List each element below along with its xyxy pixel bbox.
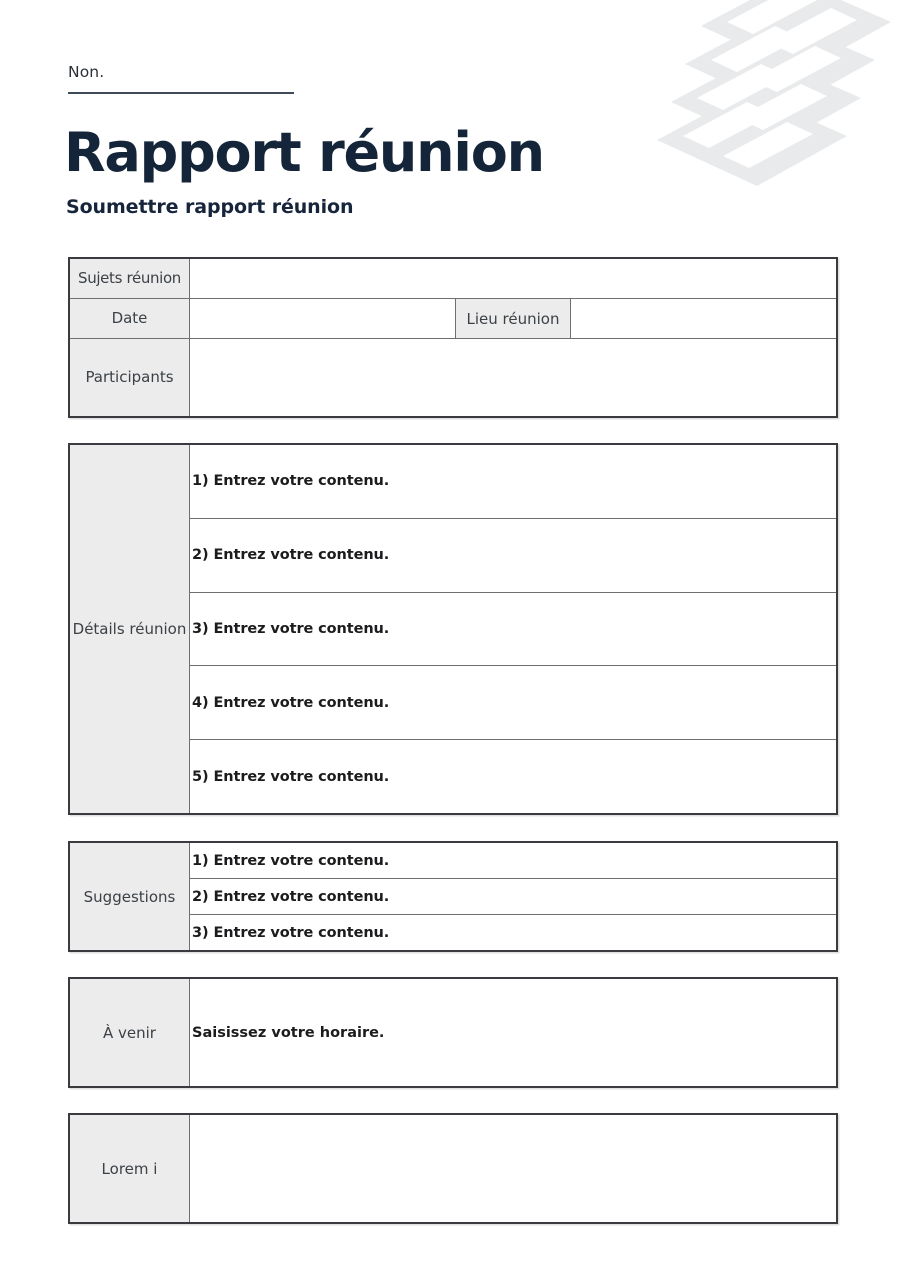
document-reference-label: Non. [68,63,105,81]
table-row-participants [70,339,836,416]
details-label: Détails réunion [70,445,190,813]
table-row-date-location [70,299,836,339]
meeting-details-table [68,443,838,815]
table-row-subject [70,259,836,299]
notes-value-field[interactable] [190,1115,836,1222]
location-value-field[interactable] [571,299,836,338]
page-title: Rapport réunion [64,121,544,184]
date-label: Date [70,299,190,338]
stacked-layers-logo-icon [641,0,905,201]
participants-value-field[interactable] [190,339,836,416]
upcoming-value-field[interactable]: Saisissez votre horaire. [190,979,836,1086]
date-value-field[interactable] [190,299,455,338]
notes-label: Lorem i [70,1115,190,1222]
list-item[interactable]: 3) Entrez votre contenu. [190,915,836,950]
details-entry-list [190,445,836,813]
participants-label: Participants [70,339,190,416]
document-reference-rule [68,92,294,94]
subject-value-field[interactable] [190,259,836,298]
list-item[interactable]: 2) Entrez votre contenu. [190,879,836,915]
list-item[interactable]: 1) Entrez votre contenu. [190,445,836,519]
meeting-info-table [68,257,838,418]
subject-label: Sujets réunion [70,259,190,298]
upcoming-table [68,977,838,1088]
notes-table [68,1113,838,1224]
suggestions-entry-list [190,843,836,950]
list-item[interactable]: 4) Entrez votre contenu. [190,666,836,740]
upcoming-label: À venir [70,979,190,1086]
document-reference [68,62,294,94]
list-item[interactable]: 3) Entrez votre contenu. [190,593,836,667]
list-item[interactable]: 2) Entrez votre contenu. [190,519,836,593]
page-subtitle: Soumettre rapport réunion [66,196,354,218]
list-item[interactable]: 5) Entrez votre contenu. [190,740,836,813]
location-label: Lieu réunion [455,299,571,338]
suggestions-table [68,841,838,952]
suggestions-label: Suggestions [70,843,190,950]
list-item[interactable]: 1) Entrez votre contenu. [190,843,836,879]
